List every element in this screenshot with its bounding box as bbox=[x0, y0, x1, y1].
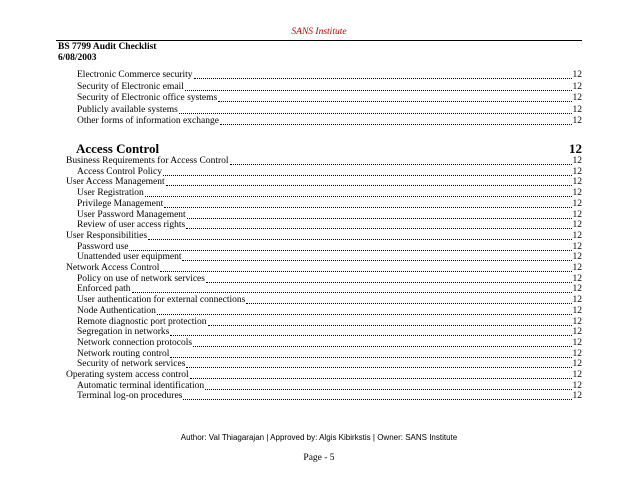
toc-entry[interactable] bbox=[66, 231, 582, 242]
dot-leader bbox=[170, 333, 571, 336]
toc-entry-page: 12 bbox=[572, 116, 582, 126]
toc-entry[interactable] bbox=[77, 242, 582, 253]
toc-entry[interactable] bbox=[77, 167, 582, 178]
toc-entry[interactable] bbox=[77, 188, 582, 199]
toc-entry[interactable] bbox=[77, 252, 582, 263]
toc-entry-title: Automatic terminal identification bbox=[77, 380, 205, 391]
toc-entry-title: Security of Electronic email bbox=[77, 81, 184, 92]
dot-leader bbox=[186, 365, 571, 368]
dot-leader bbox=[205, 387, 571, 390]
toc-entry-title: Access Control Policy bbox=[77, 166, 162, 177]
dot-leader bbox=[170, 355, 571, 358]
toc-entry[interactable] bbox=[77, 317, 582, 328]
toc-entry-title: Security of Electronic office systems bbox=[77, 93, 218, 103]
dot-leader bbox=[163, 173, 572, 176]
dot-leader bbox=[148, 237, 571, 240]
toc-entry-title: Terminal log-on procedures bbox=[77, 391, 183, 402]
toc-entry-page: 12 bbox=[572, 273, 582, 284]
toc-entry-title: Password use bbox=[77, 241, 129, 252]
toc-entry[interactable] bbox=[77, 327, 582, 338]
dot-leader bbox=[187, 216, 572, 219]
dot-leader bbox=[206, 280, 572, 283]
dot-leader bbox=[183, 397, 571, 400]
toc-entry-page: 12 bbox=[572, 156, 582, 166]
toc-entry-title: User Password Management bbox=[77, 209, 186, 220]
toc-entry-page: 12 bbox=[572, 391, 582, 402]
toc-entry-title: Segregation in networks bbox=[77, 327, 170, 338]
toc-entry[interactable] bbox=[77, 284, 582, 295]
toc-entry[interactable] bbox=[77, 116, 582, 127]
toc-entry-page: 12 bbox=[572, 316, 582, 327]
toc-entry-title: Enforced path bbox=[77, 284, 131, 295]
dot-leader bbox=[164, 205, 571, 208]
toc-entry-title: Network connection protocols bbox=[77, 337, 193, 348]
toc-entry-title: User Responsibilities bbox=[66, 230, 148, 241]
toc-entry-page: 12 bbox=[572, 188, 582, 199]
toc-entry-page: 12 bbox=[572, 252, 582, 263]
dot-leader bbox=[186, 226, 571, 229]
toc-entry-title: User Registration bbox=[77, 188, 144, 199]
toc-entry-page: 12 bbox=[572, 230, 582, 241]
toc-entry-title: User Access Management bbox=[66, 177, 165, 188]
toc-entry[interactable] bbox=[66, 263, 582, 274]
toc-entry[interactable] bbox=[77, 359, 582, 370]
toc-entry-title: Review of user access rights bbox=[77, 220, 186, 231]
dot-leader bbox=[160, 269, 571, 272]
toc-entry-page: 12 bbox=[572, 209, 582, 220]
section-heading[interactable] bbox=[76, 141, 582, 157]
toc-entry-title: Privilege Management bbox=[77, 198, 164, 209]
toc-entry[interactable] bbox=[77, 199, 582, 210]
toc-entry[interactable] bbox=[77, 295, 582, 306]
header-rule bbox=[56, 40, 582, 41]
document-title: BS 7799 Audit Checklist bbox=[58, 42, 157, 52]
toc-entry-title: User authentication for external connections bbox=[77, 295, 246, 306]
toc-entry-page: 12 bbox=[572, 295, 582, 306]
footer-author-line: Author: Val Thiagarajan | Approved by: Algis Kibirkstis | Owner: SANS Institute bbox=[180, 433, 458, 442]
toc-entry[interactable] bbox=[77, 338, 582, 349]
toc-entry-title: Other forms of information exchange bbox=[77, 116, 219, 126]
toc-entry-page: 12 bbox=[572, 198, 582, 209]
toc-entry-page: 12 bbox=[572, 348, 582, 359]
toc-entry-title: Electronic Commerce security bbox=[77, 70, 193, 80]
toc-entry-title: Publicly available systems bbox=[77, 104, 178, 115]
toc-entry-page: 12 bbox=[572, 327, 582, 338]
toc-entry[interactable] bbox=[77, 306, 582, 317]
toc-entry-page: 12 bbox=[572, 166, 582, 177]
dot-leader bbox=[166, 183, 572, 186]
toc-entry-page: 12 bbox=[572, 380, 582, 391]
toc-entry[interactable] bbox=[77, 349, 582, 360]
toc-entry-page: 12 bbox=[572, 93, 582, 103]
dot-leader bbox=[179, 111, 572, 114]
dot-leader bbox=[194, 76, 572, 79]
dot-leader bbox=[246, 301, 571, 304]
document-date: 6/08/2003 bbox=[58, 53, 97, 63]
toc-entry-page: 12 bbox=[572, 305, 582, 316]
toc-entry[interactable] bbox=[66, 177, 582, 188]
toc-entry[interactable] bbox=[77, 210, 582, 221]
toc-entry-page: 12 bbox=[572, 81, 582, 92]
dot-leader bbox=[230, 162, 572, 165]
toc-entry[interactable] bbox=[77, 381, 582, 392]
section-title: Access Control bbox=[76, 141, 160, 156]
toc-entry-page: 12 bbox=[572, 337, 582, 348]
toc-entry-title: Security of network services bbox=[77, 359, 186, 370]
toc-entry-page: 12 bbox=[572, 220, 582, 231]
toc-entry[interactable] bbox=[77, 82, 582, 93]
dot-leader bbox=[145, 194, 572, 197]
toc-entry-title: Network Access Control bbox=[66, 263, 160, 273]
toc-entry-title: Remote diagnostic port protection bbox=[77, 316, 207, 327]
toc-entry[interactable] bbox=[77, 391, 582, 402]
toc-entry-title: Operating system access control bbox=[66, 370, 189, 380]
toc-entry[interactable] bbox=[77, 70, 582, 81]
toc-entry[interactable] bbox=[77, 274, 582, 285]
toc-entry[interactable] bbox=[66, 370, 582, 381]
dot-leader bbox=[218, 99, 571, 102]
dot-leader bbox=[157, 312, 572, 315]
toc-entry[interactable] bbox=[77, 105, 582, 116]
toc-entry[interactable] bbox=[77, 220, 582, 231]
toc-entry-page: 12 bbox=[572, 104, 582, 115]
toc-entry-title: Network routing control bbox=[77, 348, 170, 359]
dot-leader bbox=[190, 376, 572, 379]
toc-entry-page: 12 bbox=[572, 70, 582, 80]
toc-entry[interactable] bbox=[66, 156, 582, 167]
toc-entry-page: 12 bbox=[572, 241, 582, 252]
dot-leader bbox=[193, 344, 571, 347]
toc-entry-page: 12 bbox=[572, 263, 582, 273]
dot-leader bbox=[129, 248, 571, 251]
dot-leader bbox=[185, 88, 572, 91]
toc-entry-title: Unattended user equipment bbox=[77, 252, 182, 263]
toc-entry-title: Policy on use of network services bbox=[77, 273, 205, 284]
dot-leader bbox=[208, 323, 572, 326]
toc-entry-page: 12 bbox=[572, 370, 582, 380]
dot-leader bbox=[132, 290, 572, 293]
toc-entry-title: Node Authentication bbox=[77, 305, 156, 316]
toc-entry-title: Business Requirements for Access Control bbox=[66, 156, 229, 166]
toc-entry[interactable] bbox=[77, 93, 582, 104]
page-number: Page - 5 bbox=[303, 453, 335, 463]
section-page: 12 bbox=[569, 141, 582, 156]
toc-entry-page: 12 bbox=[572, 177, 582, 188]
toc-entry-page: 12 bbox=[572, 359, 582, 370]
dot-leader bbox=[220, 122, 572, 125]
institute-header: SANS Institute bbox=[291, 27, 347, 37]
toc-entry-page: 12 bbox=[572, 284, 582, 295]
dot-leader bbox=[182, 258, 571, 261]
